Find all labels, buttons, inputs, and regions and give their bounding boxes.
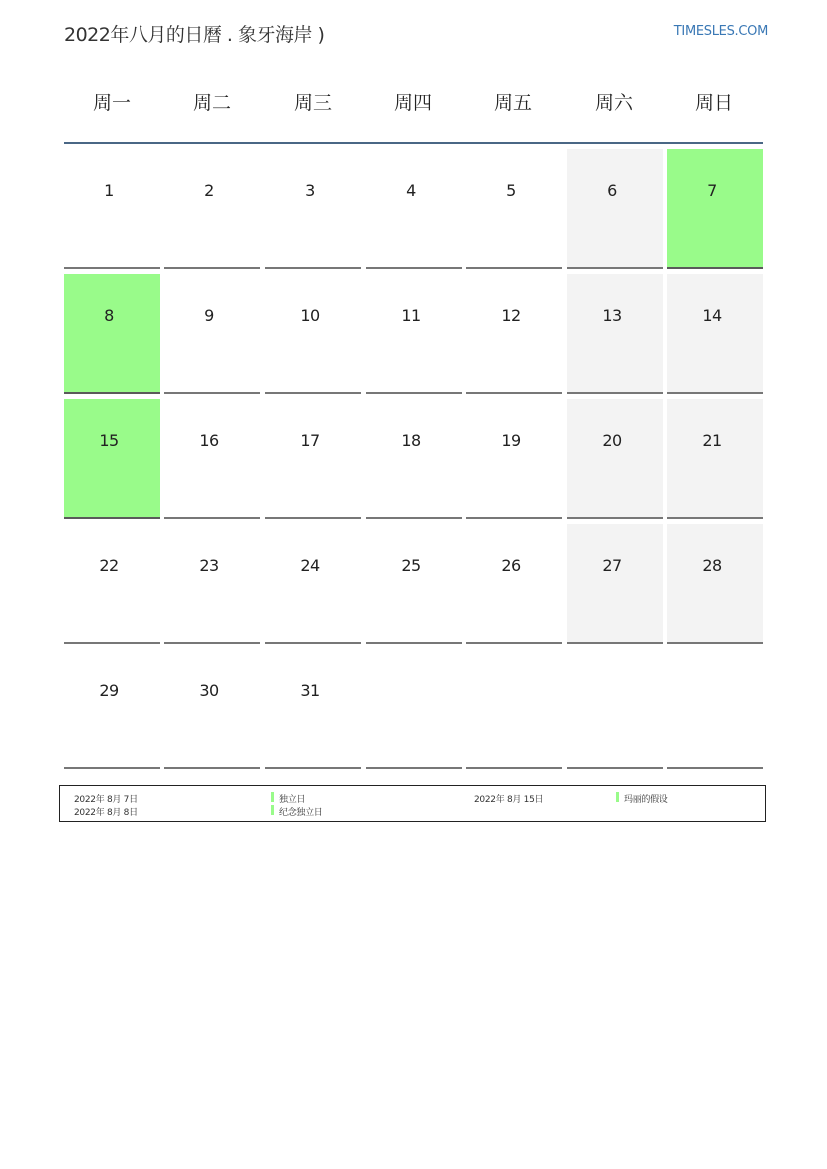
empty-day-cell bbox=[366, 649, 462, 769]
weekday-header bbox=[64, 88, 763, 120]
day-cell[interactable] bbox=[567, 274, 663, 394]
cell-divider bbox=[164, 267, 260, 269]
cell-divider bbox=[567, 392, 663, 394]
weekday-wed: 周三 bbox=[293, 92, 332, 114]
cell-divider bbox=[265, 517, 361, 519]
day-number: 13 bbox=[602, 306, 622, 325]
holiday-marker-icon bbox=[616, 792, 619, 802]
holiday-legend bbox=[59, 785, 766, 822]
day-cell[interactable] bbox=[667, 149, 763, 269]
day-number: 29 bbox=[99, 681, 119, 700]
day-cell[interactable] bbox=[164, 649, 260, 769]
cell-divider bbox=[567, 642, 663, 644]
weekday-fri: 周五 bbox=[493, 92, 532, 114]
day-number: 3 bbox=[305, 181, 315, 200]
day-cell[interactable] bbox=[64, 649, 160, 769]
day-cell[interactable] bbox=[366, 149, 462, 269]
day-number: 10 bbox=[300, 306, 320, 325]
day-cell[interactable] bbox=[64, 274, 160, 394]
day-cell[interactable] bbox=[164, 399, 260, 519]
cell-divider bbox=[64, 267, 160, 269]
legend-date: 2022年 8月 7日 bbox=[74, 795, 138, 805]
day-number: 30 bbox=[199, 681, 219, 700]
day-number: 8 bbox=[104, 306, 114, 325]
weekday-sun: 周日 bbox=[694, 92, 733, 114]
cell-divider bbox=[466, 767, 562, 769]
day-number: 6 bbox=[607, 181, 617, 200]
day-number: 23 bbox=[199, 556, 219, 575]
cell-divider bbox=[667, 642, 763, 644]
day-number: 7 bbox=[707, 181, 717, 200]
day-cell[interactable] bbox=[567, 524, 663, 644]
day-number: 2 bbox=[204, 181, 214, 200]
cell-divider bbox=[366, 517, 462, 519]
weekday-thu: 周四 bbox=[393, 92, 432, 114]
cell-divider bbox=[265, 642, 361, 644]
weekday-sat: 周六 bbox=[594, 92, 633, 114]
weekday-tue: 周二 bbox=[192, 92, 231, 114]
day-number: 1 bbox=[104, 181, 114, 200]
day-cell[interactable] bbox=[466, 399, 562, 519]
day-cell[interactable] bbox=[164, 149, 260, 269]
day-cell[interactable] bbox=[265, 399, 361, 519]
cell-divider bbox=[366, 392, 462, 394]
day-cell[interactable] bbox=[567, 399, 663, 519]
legend-holiday-name: 纪念独立日 bbox=[279, 808, 323, 818]
day-number: 24 bbox=[300, 556, 320, 575]
cell-divider bbox=[567, 517, 663, 519]
empty-day-cell bbox=[667, 649, 763, 769]
day-cell[interactable] bbox=[466, 524, 562, 644]
page-title: 2022年八月的日曆 . 象牙海岸 ) bbox=[64, 24, 325, 46]
cell-divider bbox=[64, 767, 160, 769]
cell-divider bbox=[164, 392, 260, 394]
cell-divider bbox=[64, 642, 160, 644]
day-cell[interactable] bbox=[64, 399, 160, 519]
header-divider bbox=[64, 142, 763, 144]
day-number: 25 bbox=[401, 556, 421, 575]
day-cell[interactable] bbox=[366, 399, 462, 519]
day-cell[interactable] bbox=[265, 524, 361, 644]
day-cell[interactable] bbox=[265, 649, 361, 769]
cell-divider bbox=[667, 267, 763, 269]
cell-divider bbox=[265, 267, 361, 269]
cell-divider bbox=[466, 392, 562, 394]
day-number: 11 bbox=[401, 306, 421, 325]
cell-divider bbox=[164, 517, 260, 519]
cell-divider bbox=[667, 517, 763, 519]
day-cell[interactable] bbox=[667, 274, 763, 394]
day-cell[interactable] bbox=[164, 274, 260, 394]
cell-divider bbox=[164, 767, 260, 769]
day-cell[interactable] bbox=[265, 274, 361, 394]
day-cell[interactable] bbox=[366, 524, 462, 644]
cell-divider bbox=[265, 392, 361, 394]
empty-day-cell bbox=[466, 649, 562, 769]
cell-divider bbox=[64, 392, 160, 394]
legend-date: 2022年 8月 8日 bbox=[74, 808, 138, 818]
cell-divider bbox=[265, 767, 361, 769]
legend-date: 2022年 8月 15日 bbox=[474, 795, 544, 805]
day-number: 14 bbox=[702, 306, 722, 325]
day-number: 21 bbox=[702, 431, 722, 450]
day-number: 17 bbox=[300, 431, 320, 450]
holiday-marker-icon bbox=[271, 792, 274, 802]
legend-holiday-name: 独立日 bbox=[279, 795, 306, 805]
day-number: 15 bbox=[99, 431, 119, 450]
day-number: 4 bbox=[406, 181, 416, 200]
day-number: 22 bbox=[99, 556, 119, 575]
day-cell[interactable] bbox=[64, 524, 160, 644]
cell-divider bbox=[366, 642, 462, 644]
empty-day-cell bbox=[567, 649, 663, 769]
day-cell[interactable] bbox=[466, 149, 562, 269]
weekday-mon: 周一 bbox=[92, 92, 131, 114]
cell-divider bbox=[366, 767, 462, 769]
day-number: 27 bbox=[602, 556, 622, 575]
day-number: 12 bbox=[501, 306, 521, 325]
day-number: 31 bbox=[300, 681, 320, 700]
cell-divider bbox=[667, 392, 763, 394]
cell-divider bbox=[64, 517, 160, 519]
cell-divider bbox=[567, 767, 663, 769]
day-number: 20 bbox=[602, 431, 622, 450]
cell-divider bbox=[567, 267, 663, 269]
cell-divider bbox=[366, 267, 462, 269]
cell-divider bbox=[466, 517, 562, 519]
cell-divider bbox=[466, 267, 562, 269]
day-cell[interactable] bbox=[366, 274, 462, 394]
legend-holiday-name: 玛丽的假设 bbox=[624, 795, 668, 805]
day-number: 9 bbox=[204, 306, 214, 325]
day-cell[interactable] bbox=[567, 149, 663, 269]
day-cell[interactable] bbox=[164, 524, 260, 644]
day-number: 5 bbox=[506, 181, 516, 200]
day-cell[interactable] bbox=[466, 274, 562, 394]
day-cell[interactable] bbox=[667, 399, 763, 519]
cell-divider bbox=[466, 642, 562, 644]
day-number: 26 bbox=[501, 556, 521, 575]
cell-divider bbox=[667, 767, 763, 769]
day-cell[interactable] bbox=[667, 524, 763, 644]
day-cell[interactable] bbox=[265, 149, 361, 269]
day-number: 28 bbox=[702, 556, 722, 575]
holiday-marker-icon bbox=[271, 805, 274, 815]
day-cell[interactable] bbox=[64, 149, 160, 269]
day-number: 19 bbox=[501, 431, 521, 450]
day-number: 18 bbox=[401, 431, 421, 450]
cell-divider bbox=[164, 642, 260, 644]
day-number: 16 bbox=[199, 431, 219, 450]
site-link[interactable]: TIMESLES.COM bbox=[673, 24, 768, 39]
